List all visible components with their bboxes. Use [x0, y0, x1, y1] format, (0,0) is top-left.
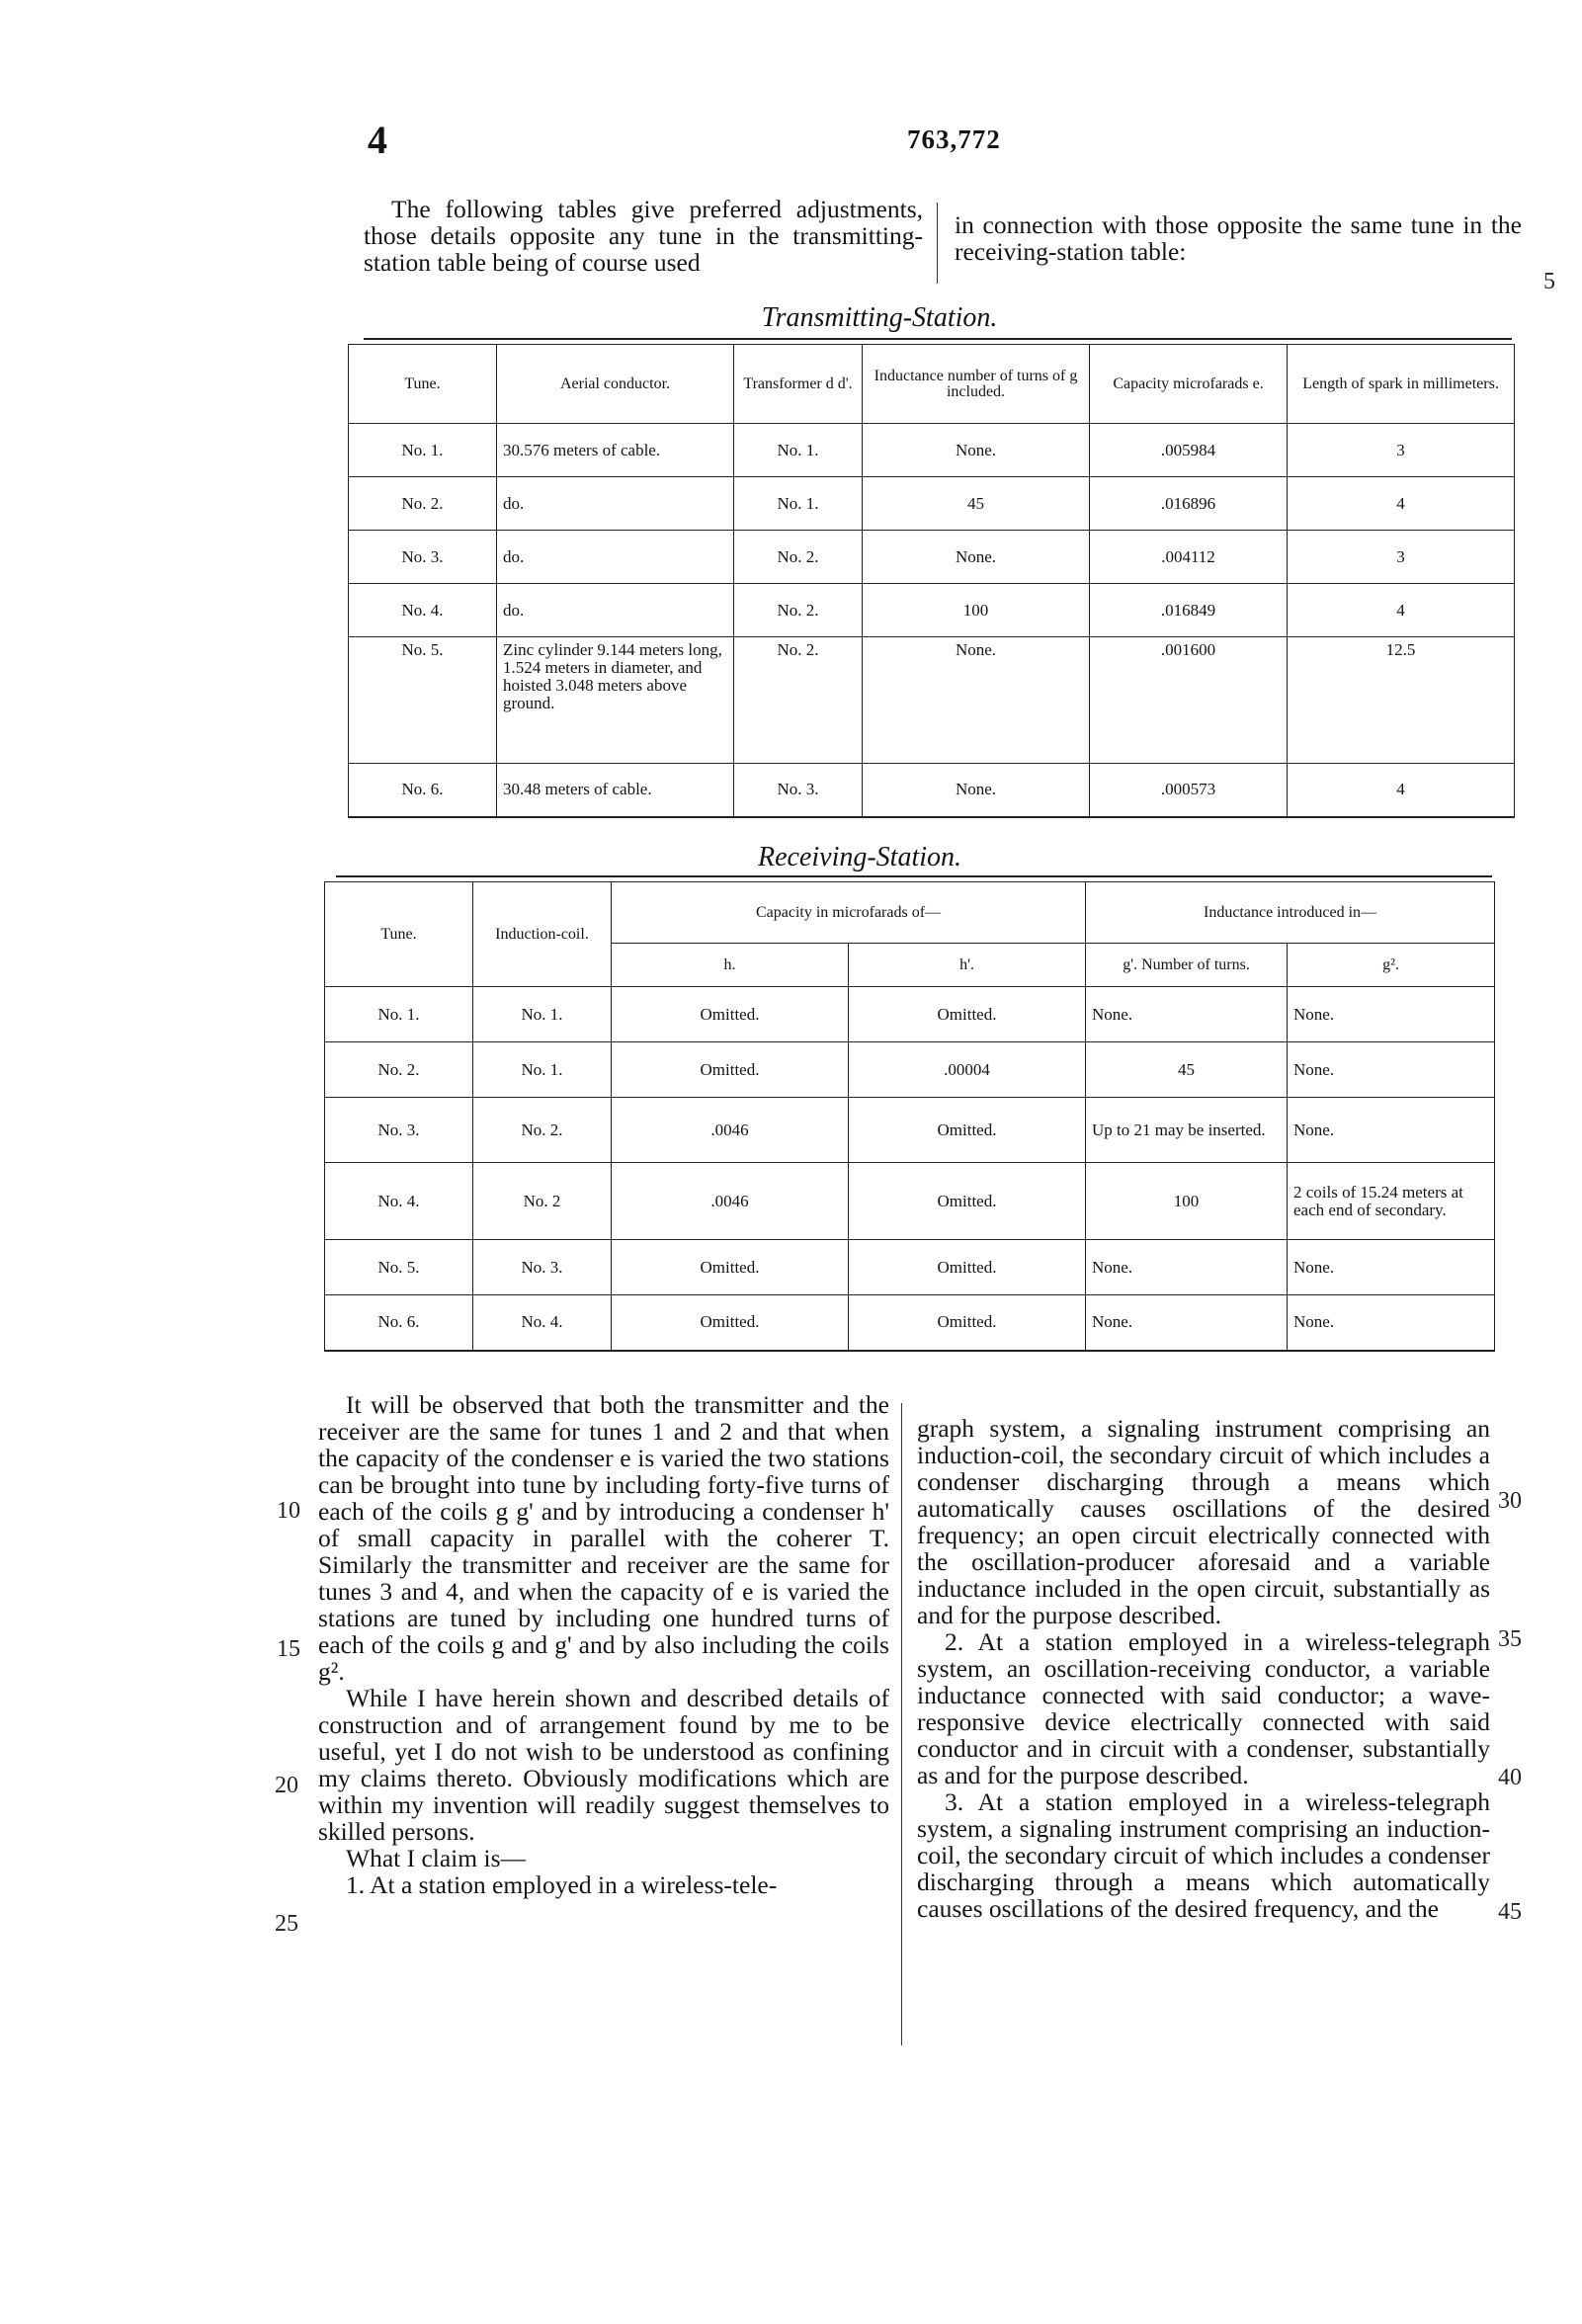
cell-g-squared: 2 coils of 15.24 meters at each end of secondary.	[1288, 1163, 1495, 1240]
th-capacity-group: Capacity in microfarads of—	[612, 882, 1086, 944]
cell-h-prime: Omitted.	[849, 1163, 1086, 1240]
cell-coil: No. 2	[473, 1163, 612, 1240]
th-h: h.	[612, 944, 849, 987]
cell-tune: No. 5.	[349, 637, 497, 764]
th-g-squared: g².	[1288, 944, 1495, 987]
cell-g-squared: None.	[1288, 1240, 1495, 1295]
body-right-paragraph-3: 3. At a station employed in a wireless-telegraph system, a signaling instrument comprising an induction-coil, the secondary circuit of which includes a condenser discharging through a means which automatically causes oscillations of the desired frequency, and the	[917, 1787, 1490, 1923]
page-number: 4	[368, 118, 387, 162]
cell-spark: 3	[1288, 424, 1515, 477]
cell-transformer: No. 2.	[734, 637, 863, 764]
table-row	[349, 637, 1515, 764]
cell-capacity: .016896	[1090, 477, 1288, 531]
cell-h-prime: Omitted.	[849, 1240, 1086, 1295]
table-row	[349, 531, 1515, 584]
table-row	[349, 424, 1515, 477]
line-number-20: 20	[275, 1773, 298, 1798]
cell-spark: 12.5	[1288, 637, 1515, 764]
cell-inductance: None.	[863, 424, 1090, 477]
body-left-paragraph-1: It will be observed that both the transmitter and the receiver are the same for tunes 1 and 2 and that when the capacity of the condenser e is varied the two stations can be brought into tune by including forty-five turns of each of the coils g g' and by introducing a condenser h' of small capacity in parallel with the coherer T. Similarly the transmitter and receiver are the same for tunes 3 and 4, and when the capacity of e is varied the stations are tuned by including one hundred turns of each of the coils g and g' and by also including the coils g².	[318, 1390, 889, 1686]
cell-inductance: None.	[863, 764, 1090, 817]
intro-right	[955, 211, 1522, 265]
cell-g-squared: None.	[1288, 1098, 1495, 1163]
cell-h: Omitted.	[612, 1042, 849, 1098]
cell-tune: No. 3.	[349, 531, 497, 584]
line-number-40: 40	[1498, 1765, 1522, 1790]
cell-coil: No. 3.	[473, 1240, 612, 1295]
cell-h: Omitted.	[612, 1240, 849, 1295]
cell-spark: 4	[1288, 477, 1515, 531]
cell-capacity: .000573	[1090, 764, 1288, 817]
cell-inductance: None.	[863, 531, 1090, 584]
transmitting-station-table	[348, 344, 1515, 818]
body-left-paragraph-4: 1. At a station employed in a wireless-tele-	[346, 1870, 778, 1899]
body-right-paragraph-1: graph system, a signaling instrument comprising an induction-coil, the secondary circuit of which includes a condenser discharging through a means which automatically causes oscillations of the desired frequency; an open circuit electrically connected with the oscillation-producer aforesaid and a variable inductance included in the open circuit, substantially as and for the purpose described.	[917, 1414, 1490, 1629]
cell-g-squared: None.	[1288, 1295, 1495, 1351]
cell-g-squared: None.	[1288, 1042, 1495, 1098]
th-aerial-conductor: Aerial conductor.	[497, 345, 734, 424]
th-inductance-group: Inductance introduced in—	[1086, 882, 1495, 944]
patent-number: 763,772	[907, 124, 1001, 154]
line-number-35: 35	[1498, 1626, 1522, 1652]
receiving-station-table	[324, 881, 1495, 1352]
cell-tune: No. 2.	[349, 477, 497, 531]
th-spark-length: Length of spark in millimeters.	[1288, 345, 1515, 424]
cell-inductance: 100	[863, 584, 1090, 637]
cell-tune: No. 5.	[325, 1240, 473, 1295]
cell-capacity: .016849	[1090, 584, 1288, 637]
table-row	[325, 987, 1495, 1042]
cell-capacity: .005984	[1090, 424, 1288, 477]
cell-capacity: .004112	[1090, 531, 1288, 584]
cell-h: .0046	[612, 1163, 849, 1240]
cell-coil: No. 2.	[473, 1098, 612, 1163]
cell-transformer: No. 2.	[734, 584, 863, 637]
cell-spark: 4	[1288, 764, 1515, 817]
cell-coil: No. 4.	[473, 1295, 612, 1351]
line-number-25: 25	[275, 1911, 298, 1937]
body-left-paragraph-3: What I claim is—	[346, 1844, 526, 1872]
line-number-30: 30	[1498, 1488, 1522, 1514]
receiving-table-title: Receiving-Station.	[757, 842, 962, 872]
cell-spark: 4	[1288, 584, 1515, 637]
cell-coil: No. 1.	[473, 987, 612, 1042]
body-column-rule	[901, 1403, 902, 2045]
cell-tune: No. 4.	[349, 584, 497, 637]
th-g-prime-turns: g'. Number of turns.	[1086, 944, 1288, 987]
cell-capacity: .001600	[1090, 637, 1288, 764]
cell-transformer: No. 1.	[734, 477, 863, 531]
table-row	[349, 477, 1515, 531]
cell-inductance: None.	[863, 637, 1090, 764]
cell-aerial: Zinc cylinder 9.144 meters long, 1.524 meters in diameter, and hoisted 3.048 meters above ground.	[497, 637, 734, 764]
line-number-10: 10	[277, 1498, 300, 1524]
cell-g-prime: None.	[1086, 1240, 1288, 1295]
table-row	[325, 1163, 1495, 1240]
th-inductance-turns: Inductance number of turns of g included.	[863, 345, 1090, 424]
th-tune: Tune.	[349, 345, 497, 424]
cell-h: Omitted.	[612, 1295, 849, 1351]
cell-h-prime: Omitted.	[849, 987, 1086, 1042]
body-left-column	[318, 1391, 889, 1898]
line-number-45: 45	[1498, 1899, 1522, 1925]
cell-aerial: 30.576 meters of cable.	[497, 424, 734, 477]
cell-h: .0046	[612, 1098, 849, 1163]
cell-transformer: No. 3.	[734, 764, 863, 817]
transmitting-top-rule	[364, 338, 1512, 340]
line-number-5: 5	[1543, 269, 1555, 294]
cell-g-prime: 100	[1086, 1163, 1288, 1240]
cell-g-prime: None.	[1086, 987, 1288, 1042]
cell-transformer: No. 1.	[734, 424, 863, 477]
intro-right-text: in connection with those opposite the same tune in the receiving-station table:	[955, 210, 1522, 266]
table-row	[325, 1240, 1495, 1295]
line-number-15: 15	[277, 1636, 300, 1662]
cell-tune: No. 4.	[325, 1163, 473, 1240]
cell-g-squared: None.	[1288, 987, 1495, 1042]
cell-h-prime: Omitted.	[849, 1098, 1086, 1163]
th-capacity: Capacity microfarads e.	[1090, 345, 1288, 424]
cell-inductance: 45	[863, 477, 1090, 531]
body-right-column	[917, 1415, 1490, 1922]
cell-aerial: 30.48 meters of cable.	[497, 764, 734, 817]
cell-h-prime: Omitted.	[849, 1295, 1086, 1351]
cell-g-prime: None.	[1086, 1295, 1288, 1351]
cell-tune: No. 1.	[325, 987, 473, 1042]
intro-left-text: The following tables give preferred adjustments, those details opposite any tune in the transmitting-station table being of course used	[364, 195, 923, 277]
body-left-paragraph-2: While I have herein shown and described details of construction and of arrangement found by me to be useful, yet I do not wish to be understood as confining my claims thereto. Obviously modifications which are within my invention will readily suggest themselves to skilled persons.	[318, 1684, 889, 1846]
table-row	[325, 1295, 1495, 1351]
cell-coil: No. 1.	[473, 1042, 612, 1098]
cell-h-prime: .00004	[849, 1042, 1086, 1098]
table-row	[349, 584, 1515, 637]
cell-tune: No. 3.	[325, 1098, 473, 1163]
cell-g-prime: Up to 21 may be inserted.	[1086, 1098, 1288, 1163]
intro-column-rule	[937, 203, 938, 284]
cell-h: Omitted.	[612, 987, 849, 1042]
body-right-paragraph-2: 2. At a station employed in a wireless-telegraph system, an oscillation-receiving conductor, a variable inductance connected with said conductor; a wave-responsive device electrically connected with said conductor and in circuit with a condenser, substantially as and for the purpose described.	[917, 1627, 1490, 1789]
cell-tune: No. 6.	[349, 764, 497, 817]
receiving-top-rule	[336, 875, 1492, 877]
th-tune: Tune.	[325, 882, 473, 987]
intro-left	[364, 196, 923, 276]
table-row	[349, 764, 1515, 817]
cell-g-prime: 45	[1086, 1042, 1288, 1098]
table-row	[325, 1042, 1495, 1098]
cell-tune: No. 6.	[325, 1295, 473, 1351]
th-transformer: Transformer d d'.	[734, 345, 863, 424]
th-h-prime: h'.	[849, 944, 1086, 987]
table-row	[325, 1098, 1495, 1163]
cell-aerial: do.	[497, 531, 734, 584]
cell-tune: No. 1.	[349, 424, 497, 477]
cell-aerial: do.	[497, 477, 734, 531]
transmitting-table-title: Transmitting-Station.	[761, 302, 998, 333]
th-induction-coil: Induction-coil.	[473, 882, 612, 987]
cell-spark: 3	[1288, 531, 1515, 584]
cell-aerial: do.	[497, 584, 734, 637]
cell-transformer: No. 2.	[734, 531, 863, 584]
cell-tune: No. 2.	[325, 1042, 473, 1098]
